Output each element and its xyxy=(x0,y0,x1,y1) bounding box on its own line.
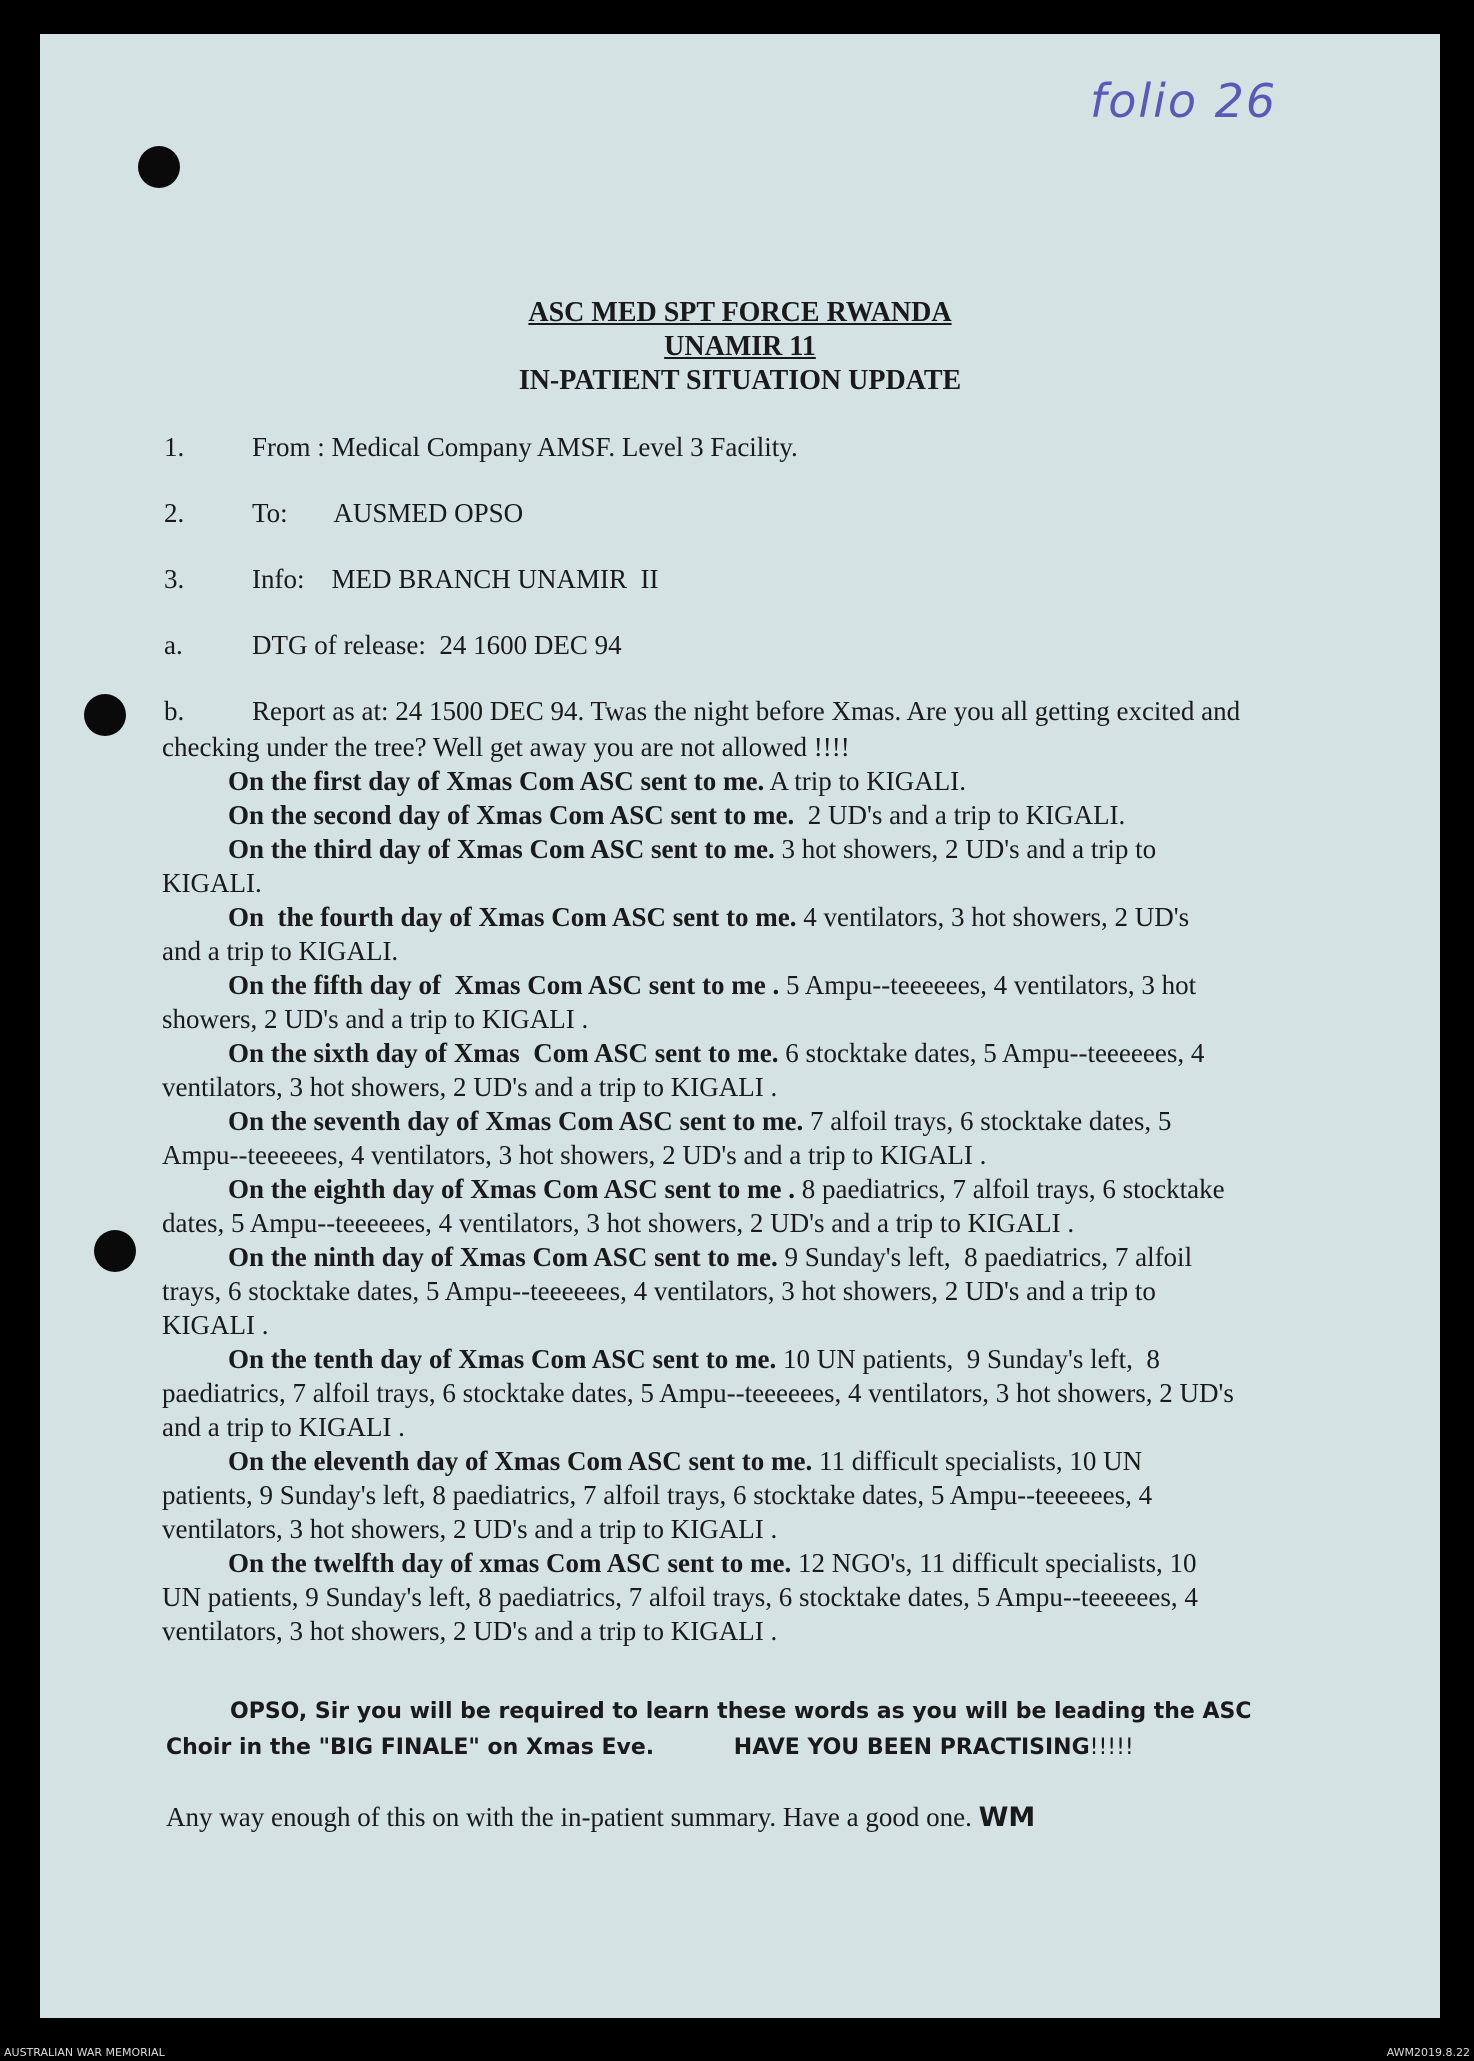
day-lead: On the ninth day of Xmas Com ASC sent to me. xyxy=(228,1242,778,1272)
heading-line: ASC MED SPT FORCE RWANDA xyxy=(528,297,952,328)
day-line xyxy=(162,968,1342,1002)
item-text: To: AUSMED OPSO xyxy=(252,498,524,528)
day-lead: On the first day of Xmas Com ASC sent to me. xyxy=(228,766,765,796)
day-lead: On the tenth day of Xmas Com ASC sent to me. xyxy=(228,1344,777,1374)
day-line xyxy=(162,764,1342,798)
day-line xyxy=(162,832,1342,866)
day-continuation: trays, 6 stocktake dates, 5 Ampu--teeeeees, 4 ventilators, 3 hot showers, 2 UD's and a trip to xyxy=(162,1276,1156,1306)
day-continuation: ventilators, 3 hot showers, 2 UD's and a trip to KIGALI . xyxy=(162,1514,778,1544)
folio-annotation: folio 26 xyxy=(1090,74,1278,128)
signature-initials: WM xyxy=(978,1802,1036,1833)
day-gifts: 6 stocktake dates, 5 Ampu--teeeeees, 4 xyxy=(778,1038,1205,1068)
day-gifts: 8 paediatrics, 7 alfoil trays, 6 stocktake xyxy=(795,1174,1225,1204)
day-line xyxy=(162,1104,1342,1138)
opso-exclaim: !!!!! xyxy=(1089,1735,1134,1760)
closing-text: Any way enough of this on with the in-patient summary. Have a good one. xyxy=(166,1802,979,1832)
day-line xyxy=(162,1444,1342,1478)
day-continuation: ventilators, 3 hot showers, 2 UD's and a trip to KIGALI . xyxy=(162,1072,778,1102)
day-lead: On the fifth day of Xmas Com ASC sent to me . xyxy=(228,970,780,1000)
day-gifts: 12 NGO's, 11 difficult specialists, 10 xyxy=(791,1548,1197,1578)
song-body xyxy=(162,730,1342,1648)
day-lead: On the twelfth day of xmas Com ASC sent to me. xyxy=(228,1548,792,1578)
day-line xyxy=(162,798,1342,832)
day-continuation: ventilators, 3 hot showers, 2 UD's and a trip to KIGALI . xyxy=(162,1616,778,1646)
opso-line: OPSO, Sir you will be required to learn these words as you will be leading the ASC xyxy=(230,1699,1252,1724)
day-gifts: 4 ventilators, 3 hot showers, 2 UD's xyxy=(796,902,1190,932)
day-gifts: 2 UD's and a trip to KIGALI. xyxy=(794,800,1126,830)
item-number: a. xyxy=(164,630,183,660)
day-continuation: and a trip to KIGALI. xyxy=(162,936,399,966)
opso-text: Choir in the "BIG FINALE" on Xmas Eve. xyxy=(166,1735,655,1760)
day-line xyxy=(162,1240,1342,1274)
punch-hole xyxy=(84,694,126,736)
day-continuation: dates, 5 Ampu--teeeeees, 4 ventilators, 3 hot showers, 2 UD's and a trip to KIGALI . xyxy=(162,1208,1075,1238)
item-number: 1. xyxy=(164,432,185,462)
closing-line xyxy=(166,1802,1035,1833)
item-number: 2. xyxy=(164,498,185,528)
footer-left: AUSTRALIAN WAR MEMORIAL xyxy=(4,2046,165,2059)
punch-hole xyxy=(94,1230,136,1272)
day-lead: On the third day of Xmas Com ASC sent to me. xyxy=(228,834,775,864)
day-lead: On the eighth day of Xmas Com ASC sent to me . xyxy=(228,1174,795,1204)
opso-notice xyxy=(166,1694,1326,1766)
day-gifts: 10 UN patients, 9 Sunday's left, 8 xyxy=(776,1344,1160,1374)
day-lead: On the fourth day of Xmas Com ASC sent to me. xyxy=(228,902,797,932)
day-gifts: 3 hot showers, 2 UD's and a trip to xyxy=(774,834,1157,864)
day-continuation: UN patients, 9 Sunday's left, 8 paediatrics, 7 alfoil trays, 6 stocktake dates, 5 Ampu--teeeeees, 4 xyxy=(162,1582,1198,1612)
item-number: 3. xyxy=(164,564,185,594)
day-line xyxy=(162,1036,1342,1070)
day-line xyxy=(162,1546,1342,1580)
day-continuation: patients, 9 Sunday's left, 8 paediatrics, 7 alfoil trays, 6 stocktake dates, 5 Ampu--teeeeees, 4 xyxy=(162,1480,1153,1510)
day-gifts: 5 Ampu--teeeeees, 4 ventilators, 3 hot xyxy=(779,970,1197,1000)
heading-line: IN-PATIENT SITUATION UPDATE xyxy=(518,365,962,396)
opso-practising: HAVE YOU BEEN PRACTISING xyxy=(733,1735,1090,1760)
day-gifts: 9 Sunday's left, 8 paediatrics, 7 alfoil xyxy=(777,1242,1193,1272)
heading-line: UNAMIR 11 xyxy=(664,331,816,362)
item-text: From : Medical Company AMSF. Level 3 Facility. xyxy=(252,432,798,462)
day-lead: On the seventh day of Xmas Com ASC sent to me. xyxy=(228,1106,804,1136)
opso-line xyxy=(166,1730,1326,1766)
day-line xyxy=(162,900,1342,934)
footer-right: AWM2019.8.22 xyxy=(1386,2046,1470,2059)
day-continuation: paediatrics, 7 alfoil trays, 6 stocktake dates, 5 Ampu--teeeeees, 4 ventilators, 3 hot showers, 2 UD's xyxy=(162,1378,1234,1408)
item-text: Info: MED BRANCH UNAMIR II xyxy=(252,564,659,594)
day-line xyxy=(162,1342,1342,1376)
item-text: DTG of release: 24 1600 DEC 94 xyxy=(252,630,622,660)
item-number: b. xyxy=(164,696,185,726)
day-line xyxy=(162,1172,1342,1206)
day-gifts: A trip to KIGALI. xyxy=(764,766,966,796)
day-gifts: 7 alfoil trays, 6 stocktake dates, 5 xyxy=(803,1106,1172,1136)
document-page xyxy=(40,34,1440,2018)
day-gifts: 11 difficult specialists, 10 UN xyxy=(812,1446,1143,1476)
body-line: checking under the tree? Well get away you are not allowed !!!! xyxy=(162,732,850,762)
day-continuation: showers, 2 UD's and a trip to KIGALI . xyxy=(162,1004,589,1034)
day-lead: On the sixth day of Xmas Com ASC sent to me. xyxy=(228,1038,779,1068)
day-continuation: and a trip to KIGALI . xyxy=(162,1412,405,1442)
punch-hole xyxy=(138,146,180,188)
day-continuation: Ampu--teeeeees, 4 ventilators, 3 hot showers, 2 UD's and a trip to KIGALI . xyxy=(162,1140,987,1170)
document-heading xyxy=(40,296,1440,398)
day-continuation: KIGALI . xyxy=(162,1310,269,1340)
item-text: Report as at: 24 1500 DEC 94. Twas the night before Xmas. Are you all getting excited and xyxy=(252,696,1241,726)
day-lead: On the eleventh day of Xmas Com ASC sent to me. xyxy=(228,1446,813,1476)
day-continuation: KIGALI. xyxy=(162,868,262,898)
day-lead: On the second day of Xmas Com ASC sent to me. xyxy=(228,800,795,830)
